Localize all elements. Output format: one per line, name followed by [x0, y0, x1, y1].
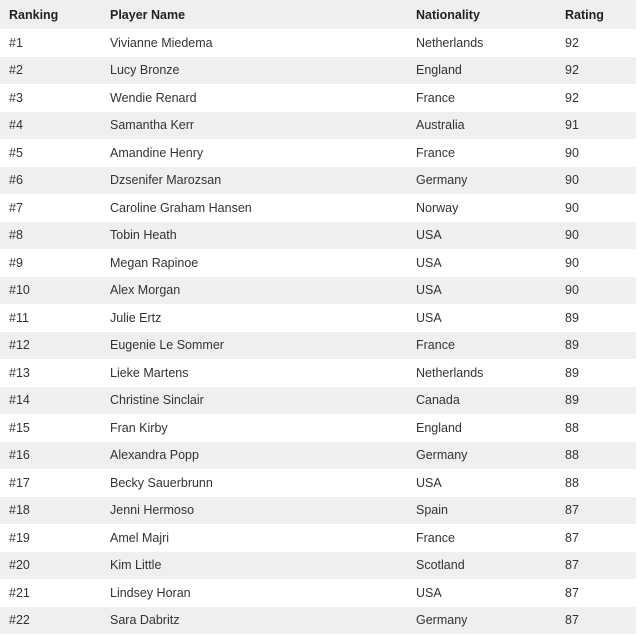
ranking-cell: #17	[0, 469, 101, 497]
rating-cell: 89	[556, 359, 636, 387]
player-name-cell: Amel Majri	[101, 524, 407, 552]
ranking-cell: #10	[0, 277, 101, 305]
table-row	[0, 194, 636, 222]
ranking-cell: #19	[0, 524, 101, 552]
rating-cell: 87	[556, 524, 636, 552]
rating-cell: 88	[556, 469, 636, 497]
table-row	[0, 139, 636, 167]
rating-cell: 90	[556, 277, 636, 305]
player-name-cell: Caroline Graham Hansen	[101, 194, 407, 222]
rating-cell: 87	[556, 579, 636, 607]
table-row	[0, 442, 636, 470]
rating-cell: 92	[556, 84, 636, 112]
rating-cell: 92	[556, 29, 636, 57]
nationality-cell: France	[407, 332, 556, 360]
table-row	[0, 497, 636, 525]
ranking-cell: #5	[0, 139, 101, 167]
table-row	[0, 359, 636, 387]
nationality-cell: Scotland	[407, 552, 556, 580]
rating-cell: 87	[556, 607, 636, 635]
ranking-cell: #20	[0, 552, 101, 580]
nationality-cell: USA	[407, 579, 556, 607]
ranking-cell: #13	[0, 359, 101, 387]
table-row	[0, 57, 636, 85]
rating-cell: 90	[556, 249, 636, 277]
table-row	[0, 277, 636, 305]
nationality-cell: Canada	[407, 387, 556, 415]
player-name-cell: Wendie Renard	[101, 84, 407, 112]
nationality-cell: Netherlands	[407, 29, 556, 57]
nationality-cell: USA	[407, 222, 556, 250]
nationality-cell: Netherlands	[407, 359, 556, 387]
table-row	[0, 249, 636, 277]
table-row	[0, 332, 636, 360]
nationality-cell: Australia	[407, 112, 556, 140]
player-name-cell: Megan Rapinoe	[101, 249, 407, 277]
nationality-cell: USA	[407, 304, 556, 332]
rating-cell: 88	[556, 442, 636, 470]
nationality-cell: USA	[407, 277, 556, 305]
nationality-cell: France	[407, 139, 556, 167]
rating-cell: 90	[556, 194, 636, 222]
player-name-cell: Alexandra Popp	[101, 442, 407, 470]
player-name-cell: Sara Dabritz	[101, 607, 407, 635]
player-name-cell: Kim Little	[101, 552, 407, 580]
ranking-cell: #21	[0, 579, 101, 607]
table-row	[0, 469, 636, 497]
nationality-cell: Spain	[407, 497, 556, 525]
rating-cell: 87	[556, 497, 636, 525]
rating-cell: 87	[556, 552, 636, 580]
nationality-cell: Germany	[407, 167, 556, 195]
nationality-cell: France	[407, 524, 556, 552]
table-row	[0, 84, 636, 112]
table-row	[0, 222, 636, 250]
ranking-cell: #14	[0, 387, 101, 415]
table-row	[0, 607, 636, 635]
ranking-cell: #9	[0, 249, 101, 277]
player-name-cell: Tobin Heath	[101, 222, 407, 250]
header-rating: Rating	[556, 0, 636, 29]
rating-cell: 91	[556, 112, 636, 140]
header-nationality: Nationality	[407, 0, 556, 29]
ranking-cell: #3	[0, 84, 101, 112]
table-row	[0, 112, 636, 140]
ranking-cell: #16	[0, 442, 101, 470]
ranking-cell: #4	[0, 112, 101, 140]
table-row	[0, 167, 636, 195]
table-row	[0, 579, 636, 607]
header-player-name: Player Name	[101, 0, 407, 29]
nationality-cell: USA	[407, 249, 556, 277]
nationality-cell: Germany	[407, 442, 556, 470]
rating-cell: 90	[556, 139, 636, 167]
rating-cell: 89	[556, 387, 636, 415]
table-row	[0, 524, 636, 552]
player-name-cell: Fran Kirby	[101, 414, 407, 442]
player-name-cell: Amandine Henry	[101, 139, 407, 167]
player-name-cell: Eugenie Le Sommer	[101, 332, 407, 360]
table-row	[0, 304, 636, 332]
ranking-cell: #7	[0, 194, 101, 222]
player-name-cell: Christine Sinclair	[101, 387, 407, 415]
nationality-cell: USA	[407, 469, 556, 497]
player-name-cell: Becky Sauerbrunn	[101, 469, 407, 497]
player-name-cell: Lindsey Horan	[101, 579, 407, 607]
rating-cell: 92	[556, 57, 636, 85]
rating-cell: 89	[556, 332, 636, 360]
ranking-cell: #22	[0, 607, 101, 635]
player-name-cell: Julie Ertz	[101, 304, 407, 332]
player-name-cell: Samantha Kerr	[101, 112, 407, 140]
header-row	[0, 0, 636, 29]
ranking-cell: #6	[0, 167, 101, 195]
table-row	[0, 414, 636, 442]
player-name-cell: Lieke Martens	[101, 359, 407, 387]
nationality-cell: Germany	[407, 607, 556, 635]
ranking-cell: #2	[0, 57, 101, 85]
rating-cell: 90	[556, 222, 636, 250]
table-body	[0, 29, 636, 634]
ranking-cell: #12	[0, 332, 101, 360]
ranking-cell: #1	[0, 29, 101, 57]
ranking-cell: #18	[0, 497, 101, 525]
ranking-cell: #15	[0, 414, 101, 442]
player-name-cell: Vivianne Miedema	[101, 29, 407, 57]
table-row	[0, 29, 636, 57]
ranking-cell: #11	[0, 304, 101, 332]
player-name-cell: Dzsenifer Marozsan	[101, 167, 407, 195]
table-row	[0, 552, 636, 580]
nationality-cell: France	[407, 84, 556, 112]
ranking-cell: #8	[0, 222, 101, 250]
table-row	[0, 387, 636, 415]
player-name-cell: Alex Morgan	[101, 277, 407, 305]
nationality-cell: England	[407, 57, 556, 85]
rating-cell: 90	[556, 167, 636, 195]
player-name-cell: Jenni Hermoso	[101, 497, 407, 525]
player-name-cell: Lucy Bronze	[101, 57, 407, 85]
nationality-cell: Norway	[407, 194, 556, 222]
rating-cell: 89	[556, 304, 636, 332]
header-ranking: Ranking	[0, 0, 101, 29]
rating-cell: 88	[556, 414, 636, 442]
nationality-cell: England	[407, 414, 556, 442]
